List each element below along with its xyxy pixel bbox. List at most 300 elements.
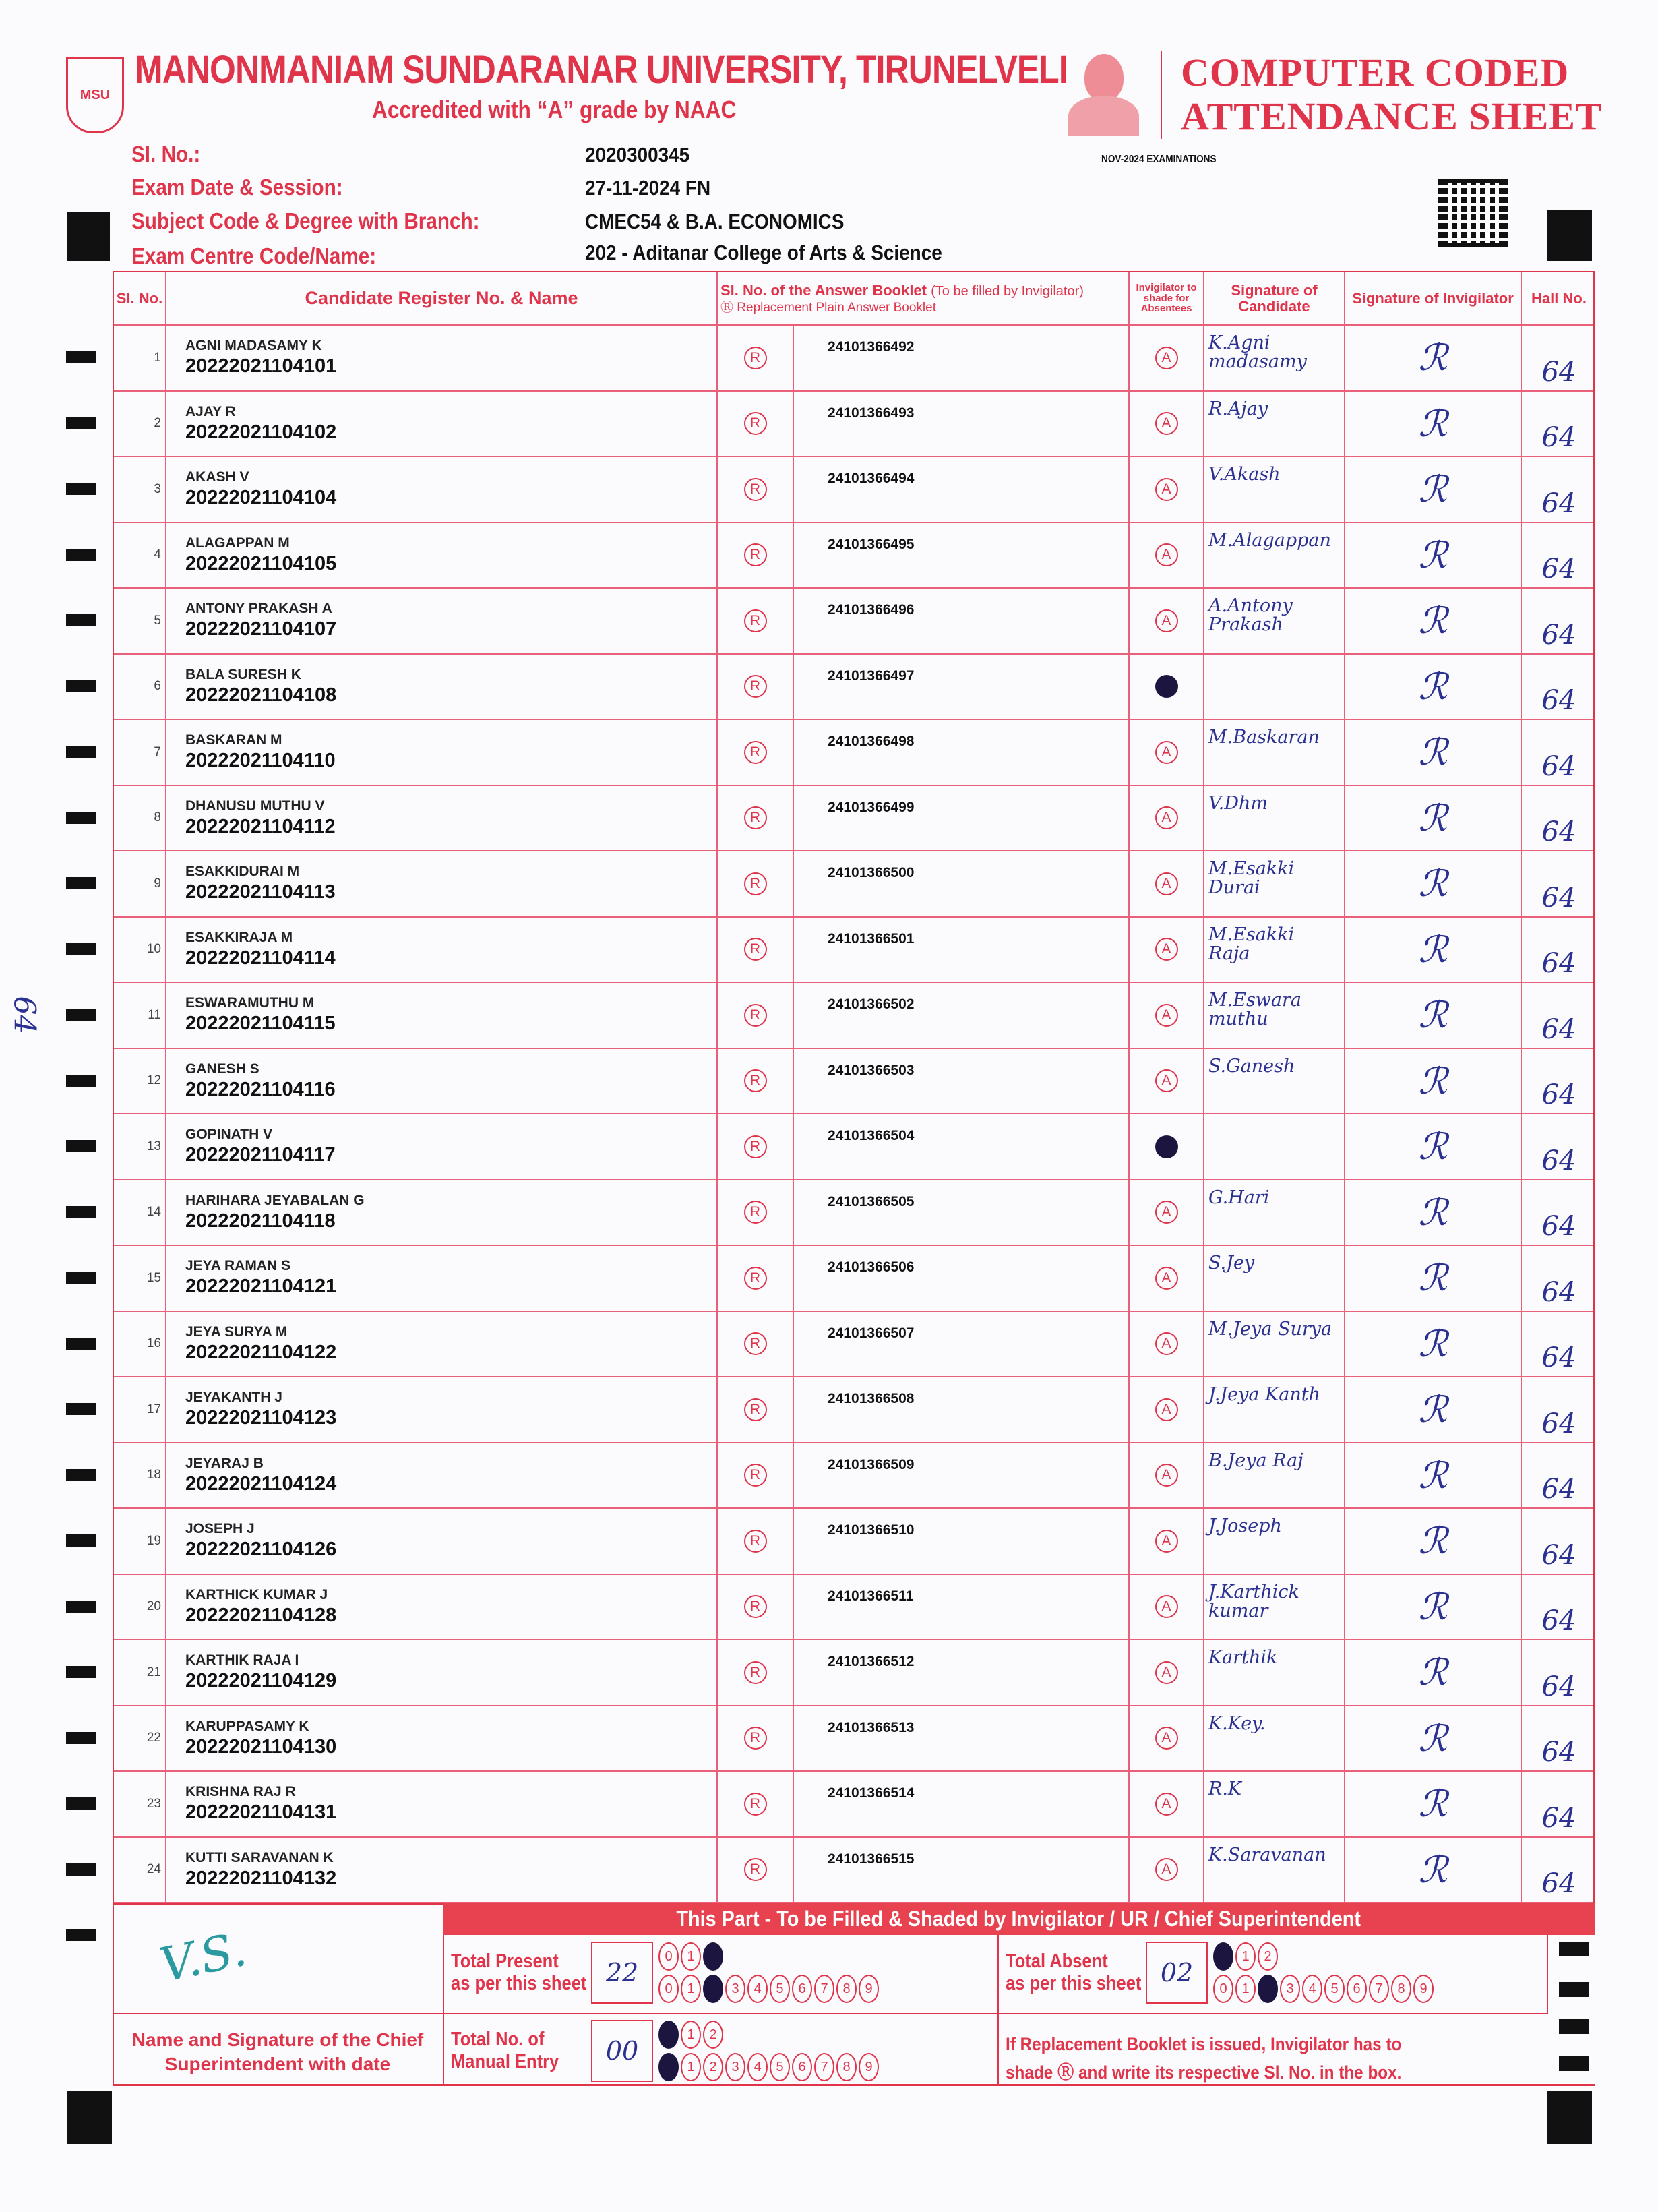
invigilator-signature: ℛ <box>1345 1312 1522 1377</box>
row-sl: 18 <box>114 1443 166 1508</box>
absentee-bubble[interactable] <box>1130 1772 1204 1836</box>
timing-mark <box>66 1797 96 1810</box>
booklet-number[interactable]: 24101366492 <box>794 326 1130 390</box>
col-invigilator-signature: Signature of Invigilator <box>1345 272 1522 324</box>
hall-number: 64 <box>1541 750 1576 782</box>
replacement-bubble[interactable] <box>718 1509 794 1574</box>
replacement-bubble[interactable] <box>718 1640 794 1705</box>
col-hall: Hall No. <box>1531 289 1587 307</box>
row-sl: 12 <box>114 1049 166 1114</box>
candidate-cell <box>166 1114 718 1179</box>
hall-number: 64 <box>1541 685 1576 716</box>
registration-mark <box>67 2091 112 2144</box>
absent-a-icon: A <box>1155 412 1178 435</box>
digit-bubble[interactable]: 9 <box>859 2053 879 2081</box>
digit-bubble[interactable]: 8 <box>1391 1975 1411 2003</box>
replacement-bubble[interactable] <box>718 523 794 588</box>
table-row <box>114 1180 1593 1247</box>
digit-bubble[interactable]: 4 <box>1302 1975 1322 2003</box>
absentee-bubble[interactable] <box>1130 1049 1204 1114</box>
manual-entry-field[interactable] <box>451 2020 881 2082</box>
sheet-title-line1: COMPUTER CODED <box>1181 51 1570 94</box>
digit-bubble[interactable]: 5 <box>770 2053 790 2081</box>
candidate-signature: M.Eswara muthu <box>1204 983 1345 1048</box>
timing-mark <box>66 1863 96 1876</box>
register-number: 20222021104108 <box>185 684 337 706</box>
replacement-bubble[interactable] <box>718 1443 794 1508</box>
row-sl: 9 <box>114 851 166 916</box>
digit-bubble[interactable]: 1 <box>681 1942 701 1971</box>
digit-bubble[interactable]: 2 <box>703 2021 723 2049</box>
booklet-number[interactable]: 24101366511 <box>794 1575 1130 1640</box>
candidate-cell <box>166 1180 718 1245</box>
digit-bubble[interactable] <box>703 1975 723 2003</box>
digit-bubble[interactable]: 8 <box>836 2053 857 2081</box>
candidate-name: KARTHIK RAJA I <box>185 1652 299 1668</box>
booklet-number[interactable]: 24101366510 <box>794 1509 1130 1574</box>
booklet-number[interactable]: 24101366493 <box>794 392 1130 456</box>
shaded-bubble-icon <box>1155 675 1178 698</box>
booklet-number[interactable]: 24101366498 <box>794 720 1130 785</box>
candidate-name: BALA SURESH K <box>185 666 301 682</box>
col-booklet: Sl. No. of the Answer Booklet (To be filled by Invigilator) Ⓡ Replacement Plain Answer Booklet <box>718 272 1130 324</box>
field-label: as per this sheet <box>451 1973 587 1994</box>
candidate-name: KUTTI SARAVANAN K <box>185 1849 334 1865</box>
register-number: 20222021104117 <box>185 1144 336 1166</box>
hall-number: 64 <box>1541 1145 1576 1176</box>
centre-label: Exam Centre Code/Name: <box>131 243 377 268</box>
booklet-number[interactable]: 24101366513 <box>794 1706 1130 1771</box>
absentee-bubble[interactable] <box>1130 1180 1204 1245</box>
register-number: 20222021104102 <box>185 421 337 443</box>
invigilator-signature: ℛ <box>1345 1180 1522 1245</box>
timing-mark <box>66 417 96 429</box>
replacement-r-icon: R <box>744 1004 767 1027</box>
absentee-bubble[interactable] <box>1130 1246 1204 1311</box>
absentee-bubble[interactable] <box>1130 1443 1204 1508</box>
candidate-name: HARIHARA JEYABALAN G <box>185 1192 365 1208</box>
invigilator-signature: ℛ <box>1345 918 1522 982</box>
table-header <box>114 272 1593 326</box>
booklet-number[interactable]: 24101366505 <box>794 1180 1130 1245</box>
booklet-number[interactable]: 24101366506 <box>794 1246 1130 1311</box>
candidate-signature: J.Joseph <box>1204 1509 1345 1574</box>
replacement-bubble[interactable] <box>718 1246 794 1311</box>
candidate-signature: J.Jeya Kanth <box>1204 1377 1345 1442</box>
col-candidate: Candidate Register No. & Name <box>166 272 718 324</box>
hall-number: 64 <box>1541 1474 1576 1505</box>
timing-mark <box>66 483 96 495</box>
candidate-name: JEYA RAMAN S <box>185 1258 290 1274</box>
absentee-bubble[interactable] <box>1130 655 1204 719</box>
table-row <box>114 1246 1593 1312</box>
table-row <box>114 918 1593 984</box>
replacement-r-icon: R <box>744 1267 767 1290</box>
absentee-bubble[interactable] <box>1130 457 1204 522</box>
candidate-cell <box>166 1772 718 1836</box>
booklet-number[interactable]: 24101366504 <box>794 1114 1130 1179</box>
digit-bubble[interactable]: 6 <box>1347 1975 1367 2003</box>
digit-bubble[interactable] <box>1213 1942 1233 1971</box>
hall-number: 64 <box>1541 1802 1576 1834</box>
candidate-signature: B.Jeya Raj <box>1204 1443 1345 1508</box>
candidate-name: ALAGAPPAN M <box>185 535 290 551</box>
units-bubbles <box>658 1975 881 2003</box>
table-row <box>114 523 1593 589</box>
replacement-r-icon: R <box>744 872 767 895</box>
manual-value-box[interactable]: 00 <box>591 2020 653 2082</box>
row-sl: 10 <box>114 918 166 982</box>
booklet-number[interactable]: 24101366500 <box>794 851 1130 916</box>
hall-number: 64 <box>1541 1671 1576 1702</box>
replacement-bubble[interactable] <box>718 983 794 1048</box>
candidate-name: JOSEPH J <box>185 1521 255 1536</box>
replacement-r-icon: R <box>744 1858 767 1881</box>
row-sl: 13 <box>114 1114 166 1179</box>
replacement-bubble[interactable] <box>718 655 794 719</box>
timing-mark <box>66 351 96 363</box>
candidate-signature: K.Agni madasamy <box>1204 326 1345 390</box>
digit-bubble[interactable]: 1 <box>1235 1975 1256 2003</box>
col-candidate-signature: Signature of Candidate <box>1204 272 1345 324</box>
candidate-signature: V.Dhm <box>1204 786 1345 851</box>
digit-bubble[interactable]: 7 <box>1369 1975 1389 2003</box>
replacement-r-icon: R <box>744 478 767 501</box>
replacement-r-icon: R <box>744 1464 767 1487</box>
timing-mark <box>66 1666 96 1678</box>
row-sl: 19 <box>114 1509 166 1574</box>
absentee-bubble[interactable] <box>1130 523 1204 588</box>
registration-mark <box>1547 210 1592 261</box>
register-number: 20222021104116 <box>185 1078 336 1100</box>
candidate-name: JEYAKANTH J <box>185 1389 282 1405</box>
exam-date-value: 27-11-2024 FN <box>585 176 711 200</box>
digit-bubble[interactable] <box>658 2053 679 2081</box>
row-sl: 15 <box>114 1246 166 1311</box>
digit-bubble[interactable]: 4 <box>747 1975 768 2003</box>
replacement-bubble[interactable] <box>718 392 794 456</box>
row-sl: 8 <box>114 786 166 851</box>
row-sl: 24 <box>114 1838 166 1903</box>
replacement-bubble[interactable] <box>718 1114 794 1179</box>
replacement-r-icon: R <box>744 1201 767 1224</box>
absentee-bubble[interactable] <box>1130 720 1204 785</box>
table-row <box>114 720 1593 786</box>
booklet-number[interactable]: 24101366508 <box>794 1377 1130 1442</box>
absentee-bubble[interactable] <box>1130 1575 1204 1640</box>
booklet-number[interactable]: 24101366495 <box>794 523 1130 588</box>
candidate-signature: M.Alagappan <box>1204 523 1345 588</box>
sheet-title-line2: ATTENDANCE SHEET <box>1181 94 1603 138</box>
replacement-bubble[interactable] <box>718 589 794 653</box>
replacement-bubble[interactable] <box>718 1377 794 1442</box>
candidate-cell <box>166 392 718 456</box>
absent-a-icon: A <box>1155 1595 1178 1618</box>
booklet-number[interactable]: 24101366496 <box>794 589 1130 653</box>
table-row <box>114 1377 1593 1443</box>
booklet-number[interactable]: 24101366501 <box>794 918 1130 982</box>
candidate-signature: Karthik <box>1204 1640 1345 1705</box>
digit-bubble[interactable] <box>1258 1975 1278 2003</box>
hall-number: 64 <box>1541 422 1576 453</box>
timing-mark <box>66 1140 96 1152</box>
absentee-bubble[interactable] <box>1130 589 1204 653</box>
sl-no-label: Sl. No.: <box>131 142 201 167</box>
row-sl: 5 <box>114 589 166 653</box>
field-label: Manual Entry <box>451 2051 559 2072</box>
total-absent-field[interactable] <box>1006 1942 1436 2004</box>
invigilator-signature: ℛ <box>1345 1443 1522 1508</box>
hall-number: 64 <box>1541 1013 1576 1045</box>
candidate-cell <box>166 1838 718 1903</box>
invigilator-signature: ℛ <box>1345 523 1522 588</box>
timing-mark <box>66 680 96 692</box>
timing-mark <box>66 812 96 824</box>
register-number: 20222021104131 <box>185 1801 337 1823</box>
register-number: 20222021104105 <box>185 552 337 574</box>
booklet-number[interactable]: 24101366497 <box>794 655 1130 719</box>
register-number: 20222021104114 <box>185 947 336 969</box>
hall-number: 64 <box>1541 1079 1576 1110</box>
absent-value-box[interactable]: 02 <box>1146 1942 1208 2004</box>
invigilator-signature: ℛ <box>1345 1049 1522 1114</box>
absentee-bubble[interactable] <box>1130 1706 1204 1771</box>
register-number: 20222021104121 <box>185 1276 337 1297</box>
chief-label: Name and Signature of the Chief Superintendent with date <box>131 2029 424 2075</box>
replacement-bubble[interactable] <box>718 326 794 390</box>
candidate-cell <box>166 720 718 785</box>
register-number: 20222021104128 <box>185 1604 337 1626</box>
digit-bubble[interactable]: 1 <box>681 1975 701 2003</box>
field-label: Total Absent <box>1006 1950 1108 1972</box>
register-number: 20222021104112 <box>185 815 336 837</box>
absent-a-icon: A <box>1155 478 1178 501</box>
qr-code <box>1438 179 1508 247</box>
replacement-bubble[interactable] <box>718 1838 794 1903</box>
absent-a-icon: A <box>1155 1793 1178 1816</box>
candidate-cell <box>166 1640 718 1705</box>
hall-number: 64 <box>1541 816 1576 847</box>
replacement-bubble[interactable] <box>718 1706 794 1771</box>
candidate-cell <box>166 589 718 653</box>
digit-bubble[interactable]: 1 <box>1235 1942 1256 1971</box>
candidate-signature <box>1204 655 1345 719</box>
tens-bubbles <box>1213 1942 1436 1971</box>
row-sl: 1 <box>114 326 166 390</box>
candidate-name: ESAKKIRAJA M <box>185 929 293 945</box>
candidate-name: AJAY R <box>185 403 236 419</box>
absentee-bubble[interactable] <box>1130 983 1204 1048</box>
booklet-number[interactable]: 24101366502 <box>794 983 1130 1048</box>
footer-section <box>113 1903 1595 2086</box>
absent-a-icon: A <box>1155 1398 1178 1421</box>
booklet-number[interactable]: 24101366503 <box>794 1049 1130 1114</box>
candidate-signature: M.Baskaran <box>1204 720 1345 785</box>
candidate-name: JEYA SURYA M <box>185 1323 288 1340</box>
register-number: 20222021104132 <box>185 1867 337 1889</box>
booklet-number[interactable]: 24101366494 <box>794 457 1130 522</box>
replacement-r-icon: R <box>744 1398 767 1421</box>
tens-bubbles <box>658 1942 881 1971</box>
absentee-bubble[interactable] <box>1130 1838 1204 1903</box>
register-number: 20222021104104 <box>185 487 337 508</box>
timing-mark <box>1559 1982 1589 1997</box>
absentee-bubble[interactable] <box>1130 918 1204 982</box>
absentee-bubble[interactable] <box>1130 326 1204 390</box>
absentee-bubble[interactable] <box>1130 1377 1204 1442</box>
timing-mark <box>66 1206 96 1218</box>
replacement-bubble[interactable] <box>718 851 794 916</box>
replacement-r-icon: R <box>744 1069 767 1092</box>
replacement-bubble[interactable] <box>718 1180 794 1245</box>
absent-a-icon: A <box>1155 1464 1178 1487</box>
timing-mark <box>66 1272 96 1284</box>
candidate-signature: J.Karthick kumar <box>1204 1575 1345 1640</box>
digit-bubble[interactable]: 7 <box>814 2053 834 2081</box>
table-row <box>114 1838 1593 1904</box>
absentee-bubble[interactable] <box>1130 1509 1204 1574</box>
row-sl: 21 <box>114 1640 166 1705</box>
row-sl: 7 <box>114 720 166 785</box>
invigilator-signature: ℛ <box>1345 1246 1522 1311</box>
digit-bubble[interactable]: 4 <box>747 2053 768 2081</box>
digit-bubble[interactable]: 0 <box>658 1942 679 1971</box>
replacement-bubble[interactable] <box>718 786 794 851</box>
absentee-bubble[interactable] <box>1130 1640 1204 1705</box>
replacement-r-icon: R <box>744 806 767 829</box>
absent-a-icon: A <box>1155 1727 1178 1750</box>
replacement-note: If Replacement Booklet is issued, Invigilator has to shade Ⓡ and write its respective Sl. No. in the box. <box>1006 2034 1402 2083</box>
timing-mark <box>66 877 96 889</box>
table-row <box>114 392 1593 458</box>
hall-number: 64 <box>1541 1737 1576 1768</box>
digit-bubble[interactable]: 8 <box>836 1975 857 2003</box>
university-logo: MSU <box>66 57 124 133</box>
sl-no-value: 2020300345 <box>585 143 690 167</box>
register-number: 20222021104107 <box>185 618 337 640</box>
hall-number: 64 <box>1541 619 1576 651</box>
replacement-r-icon: R <box>744 1793 767 1816</box>
absentee-bubble[interactable] <box>1130 1114 1204 1179</box>
register-number: 20222021104101 <box>185 355 337 377</box>
replacement-bubble[interactable] <box>718 1575 794 1640</box>
digit-bubble[interactable] <box>703 1942 723 1971</box>
candidate-signature: A.Antony Prakash <box>1204 589 1345 653</box>
table-row <box>114 1443 1593 1509</box>
digit-bubble[interactable]: 3 <box>725 1975 745 2003</box>
present-value-box[interactable]: 22 <box>591 1942 653 2004</box>
absent-a-icon: A <box>1155 741 1178 764</box>
digit-bubble[interactable]: 2 <box>703 2053 723 2081</box>
row-sl: 11 <box>114 983 166 1048</box>
candidate-cell <box>166 1509 718 1574</box>
candidate-cell <box>166 786 718 851</box>
replacement-bubble[interactable] <box>718 1772 794 1836</box>
candidate-signature: G.Hari <box>1204 1180 1345 1245</box>
replacement-r-icon: R <box>744 1727 767 1750</box>
booklet-number[interactable]: 24101366512 <box>794 1640 1130 1705</box>
col-sl: Sl. No. <box>114 272 166 324</box>
digit-bubble[interactable]: 9 <box>859 1975 879 2003</box>
table-row <box>114 1049 1593 1115</box>
absentee-bubble[interactable] <box>1130 786 1204 851</box>
table-body <box>114 326 1593 1903</box>
absentee-bubble[interactable] <box>1130 392 1204 456</box>
digit-bubble[interactable]: 2 <box>1258 1942 1278 1971</box>
digit-bubble[interactable]: 6 <box>792 1975 812 2003</box>
replacement-r-icon: R <box>744 1332 767 1355</box>
digit-bubble[interactable]: 1 <box>681 2053 701 2081</box>
absent-a-icon: A <box>1155 938 1178 961</box>
candidate-signature: K.Key. <box>1204 1706 1345 1771</box>
digit-bubble[interactable]: 0 <box>658 1975 679 2003</box>
digit-bubble[interactable]: 0 <box>1213 1975 1233 2003</box>
row-sl: 3 <box>114 457 166 522</box>
replacement-bubble[interactable] <box>718 1312 794 1377</box>
booklet-number[interactable]: 24101366514 <box>794 1772 1130 1836</box>
absentee-bubble[interactable] <box>1130 851 1204 916</box>
timing-mark <box>66 1534 96 1547</box>
timing-mark <box>1559 2019 1589 2034</box>
row-sl: 20 <box>114 1575 166 1640</box>
register-number: 20222021104124 <box>185 1472 337 1495</box>
digit-bubble[interactable]: 5 <box>770 1975 790 2003</box>
replacement-bubble[interactable] <box>718 720 794 785</box>
absent-a-icon: A <box>1155 347 1178 369</box>
field-label: Total Present <box>451 1950 559 1972</box>
replacement-bubble[interactable] <box>718 918 794 982</box>
timing-mark <box>66 1929 96 1941</box>
candidate-name: JEYARAJ B <box>185 1455 264 1471</box>
digit-bubble[interactable]: 6 <box>792 2053 812 2081</box>
replacement-bubble[interactable] <box>718 1049 794 1114</box>
replacement-r-icon: R <box>744 1530 767 1553</box>
candidate-cell <box>166 851 718 916</box>
digit-bubble[interactable]: 3 <box>1280 1975 1300 2003</box>
absent-a-icon: A <box>1155 1858 1178 1881</box>
field-label: Total No. of <box>451 2028 545 2050</box>
table-row <box>114 851 1593 918</box>
booklet-number[interactable]: 24101366509 <box>794 1443 1130 1508</box>
invigilator-signature: ℛ <box>1345 1838 1522 1903</box>
candidate-name: BASKARAN M <box>185 732 282 748</box>
invigilator-signature: ℛ <box>1345 326 1522 390</box>
booklet-number[interactable]: 24101366515 <box>794 1838 1130 1903</box>
absent-a-icon: A <box>1155 1332 1178 1355</box>
candidate-name: AGNI MADASAMY K <box>185 338 322 353</box>
digit-bubble[interactable]: 7 <box>814 1975 834 2003</box>
digit-bubble[interactable]: 9 <box>1413 1975 1434 2003</box>
absentee-bubble[interactable] <box>1130 1312 1204 1377</box>
exam-date-label: Exam Date & Session: <box>131 175 343 200</box>
digit-bubble[interactable]: 3 <box>725 2053 745 2081</box>
digit-bubble[interactable]: 1 <box>681 2021 701 2049</box>
candidate-cell <box>166 918 718 982</box>
table-row <box>114 326 1593 392</box>
replacement-bubble[interactable] <box>718 457 794 522</box>
total-present-field[interactable] <box>451 1942 881 2004</box>
invigilator-signature: ℛ <box>1345 786 1522 851</box>
digit-bubble[interactable]: 5 <box>1324 1975 1345 2003</box>
digit-bubble[interactable] <box>658 2021 679 2049</box>
field-label: as per this sheet <box>1006 1973 1142 1994</box>
booklet-number[interactable]: 24101366499 <box>794 786 1130 851</box>
booklet-number[interactable]: 24101366507 <box>794 1312 1130 1377</box>
table-row <box>114 1706 1593 1772</box>
candidate-name: GANESH S <box>185 1060 259 1077</box>
candidate-cell <box>166 1443 718 1508</box>
table-row <box>114 1575 1593 1641</box>
